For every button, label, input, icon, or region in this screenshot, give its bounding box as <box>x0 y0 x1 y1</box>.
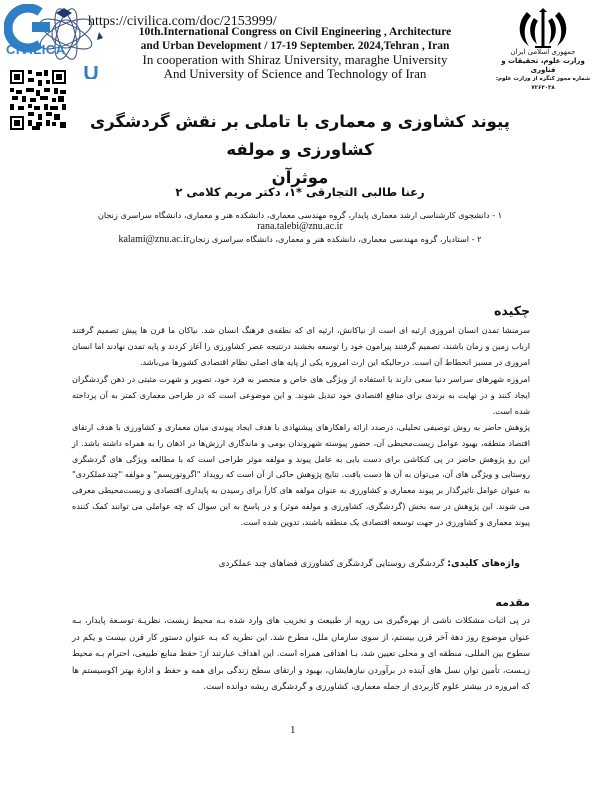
email-1[interactable]: rana.talebi@znu.ac.ir <box>257 221 343 232</box>
conference-line-1: 10th.International Congress on Civil Engineering , Architecture <box>138 26 452 38</box>
title-line-2: موثرآن <box>271 168 329 187</box>
affiliations <box>60 209 540 246</box>
paper-title <box>60 108 540 192</box>
ministry-line-3: شماره مجوز کنگره از وزارت علوم: ۷۲۶۴۰۳۸ <box>495 76 591 91</box>
conference-info <box>130 25 460 81</box>
authors: رعنا طالبی التجارقی *۱، دکتر مریم کلامی ۲ <box>175 185 425 199</box>
ministry-line-2: وزارت علوم، تحقیقات و فناوری <box>501 57 585 74</box>
title-line-1: پیوند کشاوزی و معماری با تاملی بر نقش گردشگری کشاورزی و مولفه <box>90 112 510 159</box>
keywords-label: واژه‌های کلیدی: <box>447 558 520 569</box>
intro-heading: مقدمه <box>495 596 530 609</box>
ministry-text <box>488 48 598 93</box>
abstract-paragraph-2: امروزه شهرهای سراسر دنیا سعی دارند با استفاده از ویژگی های خاص و منحصر به فرد خود، تصویر و شهرت مثبتی در ذهن گردشگران ایجاد کنند و در نهایت به برندی برای منافع اقتصادی خود تبدیل شوند. و این موضوعی است که در طراحی معماری کمتر به آن پرداخته شده است. <box>72 374 530 416</box>
email-2[interactable]: kalami@znu.ac.ir <box>118 234 190 245</box>
conference-line-2: and Urban Development / 17-19 September. 2024,Tehran , Iran <box>140 40 450 52</box>
page-number: 1 <box>290 724 296 736</box>
keywords <box>200 558 520 569</box>
watermark-url[interactable]: https://civilica.com/doc/2153999/ <box>88 14 277 29</box>
affiliation-2-row <box>60 233 540 246</box>
qr-code[interactable] <box>10 70 66 130</box>
abstract-paragraph-3: پژوهش حاضر به روش توصیفی تحلیلی، درصدد ارائه راهکارهای پیشنهادی با هدف ایجاد پیوندی میان معماری و کشاورزی با هدف ارتقای اقتصاد منطقه، بهبود عوامل زیست‌محیطی آن، حضور پیوسته شهروندان بومی و ماندگاری ارزش‌ها در اذهان را به همراه داشته باشد. از این رو پژوهش حاضر در پی کنکاشی برای دست یابی به عامل پیوند و مولفه موثر طراحی است که با مطالعه ویژگی های گردشگری روستایی و ویژگی های آن، می‌توان به آن ها دست یافت. نتایج پژوهش حاکی از آن است که رویداد "اگروتوریسم" و مولفه "چندعملکردی" به عنوان عوامل تاثیرگذار بر پیوند معماری و کشاورزی به عنوان مولفه های کارآ برای رسیدن به پایداری اقتصادی و زیست‌محیطی معرفی می شوند. این پژوهش در سه بخش (گردشگری، کشاورزی و مولفه موثر) و در پاسخ به این سوال که چه عواملی می توانند کمک کننده پیوند معماری و کشاورزی در جهت توسعه اقتصادی یک منطقه باشند، تدوین شده است. <box>72 422 530 527</box>
civilica-wordmark: CIVILICA <box>6 42 66 57</box>
ministry-line-1: جمهوری اسلامی ایران <box>510 48 576 56</box>
abstract-paragraph-1: سرمنشا تمدن انسان امروزی ارثیه ای است از نیاکانش، ارثیه ای که نطفه‌ی فرهنگ انسان شد. نیاکان ما قرن ها پیش تصمیم گرفتند ارباب زمین و زمان باشند، تصمیم گرفتند پیرامون خود را توسعه بخشند درنتیجه عصر کشاورزی را آغاز کردند و پایه تمدن نهادند اما انسان امروزی در مسیر انحطاط آن است. درحالیکه این ارث امروزه یکی از پایه های اصلی نظام اقتصادی کشورها می‌باشد. <box>72 325 530 367</box>
keywords-value: گردشگری روستایی گردشگری کشاورزی فضاهای چند عملکردی <box>218 559 448 569</box>
conference-line-3: In cooperation with Shiraz University, maraghe University <box>142 52 448 67</box>
iran-emblem-icon <box>515 8 571 50</box>
affiliation-2: ۲ - استادیار، گروه مهندسی معماری، دانشکده هنر و معماری، دانشگاه سراسری زنجان <box>189 234 482 244</box>
conference-line-4: And University of Science and Technology of Iran <box>163 66 427 81</box>
intro-paragraph-1: در پی اثبات مشکلات ناشی از بهره‌گیری بی رویه از طبیعت و تخریب های وارد شده بـه محیط زیست، نظریـة توسـعة پایدار، بـه عنوان موضوع روز دهة آخر قرن بیستم، از سوی سازمان ملل، مطرح شد. این نظریه که بـه عنوان دستور کار قرن بیست و یکم در سطوح بین المللی، منطقه ای و محلی تعیین شد، بـا اهدافی همراه است. این اهداف عبارتند از: حفظ منابع طبیعی، احترام بـه محیط زیـست، تأمین توان نسل های آینده در برآوردن نیازهایشان، بهبود و ارتقای سطح زندگی برای همه و حفظ و ادارة بهتر اکوسیستم ها که امروزه در بیشتر علوم کاربردی از جمله معماری، کشاورزی و گردشگری ریشه دوانده است. <box>72 615 530 692</box>
abstract-heading: چکیده <box>494 303 530 318</box>
affiliation-1: ۱ - دانشجوی کارشناسی ارشد معماری پایدار، گروه مهندسی معماری، دانشکده هنر و معماری، دانشگاه سراسری زنجان <box>97 210 503 220</box>
